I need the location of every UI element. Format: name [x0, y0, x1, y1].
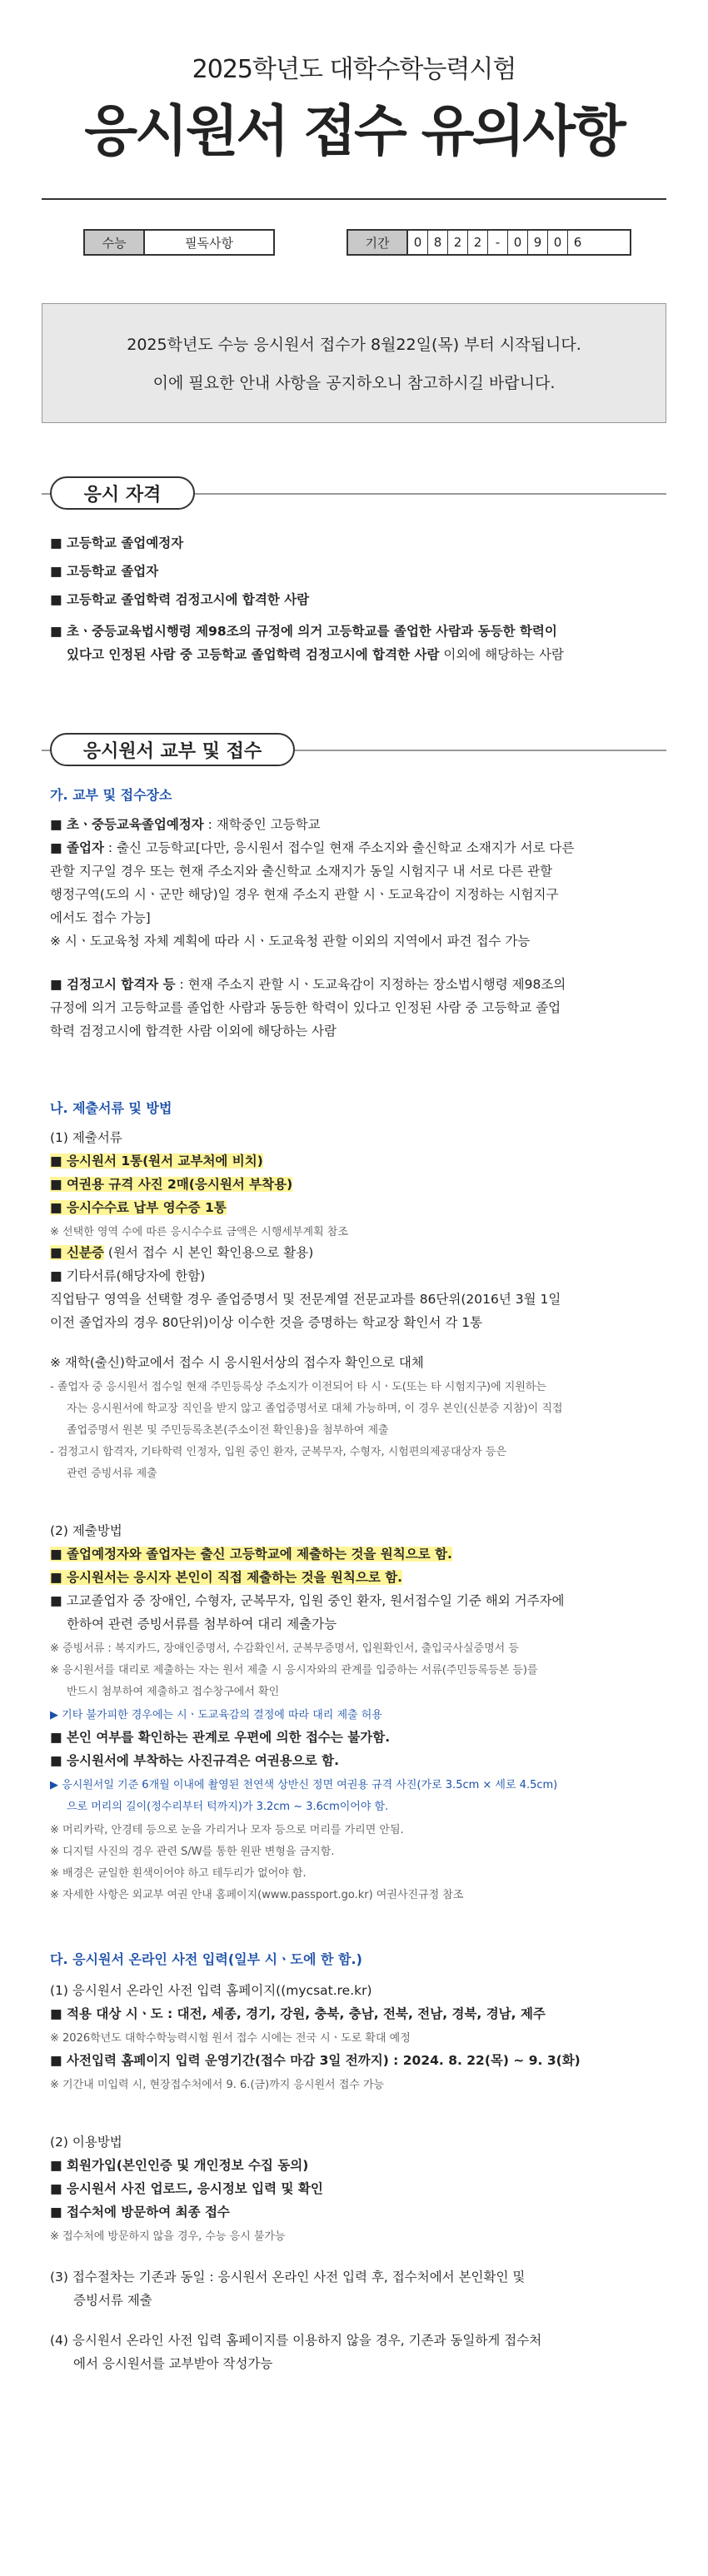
- na-part: (2) 제출방법: [50, 1523, 122, 1538]
- doc-item: ■ 여권용 규격 사진 2매(응시원서 부착용): [50, 1177, 293, 1192]
- period-digits: [408, 231, 587, 254]
- da-line: (1) 응시원서 온라인 사전 입력 홈페이지((mycsat.re.kr): [50, 1983, 372, 1998]
- method-note: ※ 응시원서를 대리로 제출하는 자는 원서 제출 시 응시자와의 관계를 입증하는 서류(주민등록등본 등)를: [50, 1664, 538, 1677]
- method-note: ※ 자세한 사항은 외교부 여권 안내 홈페이지(www.passport.go.kr) 여권사진규정 참조: [50, 1889, 464, 1901]
- category-value: 필독사항: [185, 235, 233, 251]
- ga-line: 에서도 접수 가능]: [50, 910, 151, 925]
- da-line: ■ 사전입력 홈페이지 입력 운영기간(접수 마감 3일 전까지) : 2024. 8. 22(목) ~ 9. 3(화): [50, 2053, 581, 2068]
- da-line: 증빙서류 제출: [73, 2293, 152, 2308]
- period-digit: -: [488, 231, 508, 254]
- ga-line: 규정에 의거 고등학교를 졸업한 사람과 동등한 학력이 있다고 인정된 사람 중 고등학교 졸업: [50, 1000, 561, 1015]
- doc-item: 이전 졸업자의 경우 80단위)이상 이수한 것을 증명하는 학교장 확인서 각 1통: [50, 1315, 483, 1330]
- method-item: ■ 고교졸업자 중 장애인, 수형자, 군복무자, 입원 중인 환자, 원서접수일 기준 해외 거주자에: [50, 1593, 565, 1608]
- ga-line: ■ 졸업자 : 출신 고등학교[다만, 응시원서 접수일 현재 주소지와 출신학교 소재지가 서로 다른: [50, 840, 575, 855]
- eligibility-item: ■ 고등학교 졸업자: [50, 564, 159, 579]
- doc-note: ※ 선택한 영역 수에 따른 응시수수료 금액은 시행세부계획 참조: [50, 1226, 348, 1238]
- page-title: 응시원서 접수 유의사항: [84, 99, 624, 163]
- ga-line: ※ 시ㆍ도교육청 자체 계획에 따라 시ㆍ도교육청 관할 이외의 지역에서 파견 접수 가능: [50, 934, 531, 949]
- subheading-ga: 가. 교부 및 접수장소: [50, 787, 172, 803]
- notice-line: 2025학년도 수능 응시원서 접수가 8월22일(목) 부터 시작됩니다.: [127, 336, 581, 354]
- section-title-submission: 응시원서 교부 및 접수: [50, 733, 295, 766]
- period-digit: 9: [528, 231, 548, 254]
- doc-item: ■ 기타서류(해당자에 한함): [50, 1268, 206, 1283]
- ga-line: ■ 초ㆍ중등교육졸업예정자 : 재학중인 고등학교: [50, 817, 321, 832]
- period-digit: 0: [548, 231, 568, 254]
- method-note: ※ 배경은 균일한 흰색이어야 하고 테두리가 없어야 함.: [50, 1867, 307, 1880]
- eligibility-item: ■ 초ㆍ중등교육법시행령 제98조의 규정에 의거 고등학교를 졸업한 사람과 동등한 학력이: [50, 624, 557, 639]
- doc-note: 관련 증빙서류 제출: [67, 1467, 157, 1480]
- method-item: ■ 응시원서에 부착하는 사진규격은 여권용으로 함.: [50, 1753, 339, 1768]
- da-line: ■ 접수처에 방문하여 최종 접수: [50, 2205, 230, 2220]
- ga-line: 행정구역(도의 시ㆍ군만 해당)일 경우 현재 주소지 관할 시ㆍ도교육감이 지정하는 시험지구: [50, 887, 559, 902]
- section-title-eligibility: 응시 자격: [50, 476, 195, 510]
- eligibility-item: ■ 고등학교 졸업학력 검정고시에 합격한 사람: [50, 592, 310, 607]
- da-line: 에서 응시원서를 교부받아 작성가능: [73, 2356, 273, 2371]
- period-digit: 0: [408, 231, 428, 254]
- da-line: (4) 응시원서 온라인 사전 입력 홈페이지를 이용하지 않을 경우, 기존과 동일하게 접수처: [50, 2333, 542, 2348]
- doc-note: - 검정고시 합격자, 기타학력 인정자, 입원 중인 환자, 군복무자, 수형자, 시험편의제공대상자 등은: [50, 1446, 507, 1458]
- ga-line: 관할 지구일 경우 또는 현재 주소지와 출신학교 소재지가 동일 시험지구 내 서로 다른 관할: [50, 864, 553, 879]
- ga-line: 학력 검정고시에 합격한 사람 이외에 해당하는 사람: [50, 1024, 337, 1039]
- method-note: ※ 증빙서류 : 복지카드, 장애인증명서, 수감확인서, 군복무증명서, 입원확인서, 출입국사실증명서 등: [50, 1642, 519, 1655]
- doc-note: - 졸업자 중 응시원서 접수일 현재 주민등록상 주소지가 이전되어 타 시ㆍ도(또는 타 시험지구)에 지원하는: [50, 1381, 546, 1393]
- na-part: (1) 제출서류: [50, 1130, 122, 1145]
- eligibility-item-cont: 있다고 인정된 사람 중 고등학교 졸업학력 검정고시에 합격한 사람 이외에 해당하는 사람: [67, 647, 564, 662]
- period-digit: 0: [508, 231, 528, 254]
- page-subtitle: 2025학년도 대학수학능력시험: [192, 55, 516, 84]
- da-note: ※ 2026학년도 대학수학능력시험 원서 접수 시에는 전국 시ㆍ도로 확대 예정: [50, 2032, 411, 2045]
- method-item: 한하여 관련 증빙서류를 첨부하여 대리 제출가능: [67, 1617, 337, 1632]
- period-tag: [347, 229, 631, 256]
- da-line: ■ 적용 대상 시ㆍ도 : 대전, 세종, 경기, 강원, 충북, 충남, 전북, 전남, 경북, 경남, 제주: [50, 2006, 546, 2021]
- da-note: ※ 접수처에 방문하지 않을 경우, 수능 응시 불가능: [50, 2230, 286, 2243]
- method-note: 으로 머리의 길이(정수리부터 턱까지)가 3.2cm ~ 3.6cm이어야 함.: [67, 1801, 389, 1813]
- method-item: ■ 응시원서는 응시자 본인이 직접 제출하는 것을 원칙으로 함.: [50, 1570, 403, 1585]
- method-note: ▶ 기타 불가피한 경우에는 시ㆍ도교육감의 결정에 따라 대리 제출 허용: [50, 1709, 382, 1721]
- category-tag: [83, 229, 275, 256]
- method-item: ■ 본인 여부를 확인하는 관계로 우편에 의한 접수는 불가함.: [50, 1730, 391, 1745]
- notice-box: [42, 303, 666, 423]
- da-line: (3) 접수절차는 기존과 동일 : 응시원서 온라인 사전 입력 후, 접수처에서 본인확인 및: [50, 2270, 526, 2285]
- method-note: ※ 디지털 사진의 경우 관련 S/W를 통한 원판 변형을 금지함.: [50, 1846, 335, 1858]
- subheading-da: 다. 응시원서 온라인 사전 입력(일부 시ㆍ도에 한 함.): [50, 1951, 362, 1967]
- eligibility-item: ■ 고등학교 졸업예정자: [50, 536, 184, 551]
- da-note: ※ 기간내 미입력 시, 현장접수처에서 9. 6.(금)까지 응시원서 접수 가능: [50, 2079, 385, 2091]
- period-digit: 8: [428, 231, 448, 254]
- doc-item: ■ 응시수수료 납부 영수증 1통: [50, 1200, 227, 1215]
- da-line: ■ 회원가입(본인인증 및 개인정보 수집 동의): [50, 2158, 309, 2173]
- method-note: ▶ 응시원서일 기준 6개월 이내에 촬영된 천연색 상반신 정면 여권용 규격 사진(가로 3.5cm × 세로 4.5cm): [50, 1779, 558, 1791]
- doc-note: ※ 재학(출신)학교에서 접수 시 응시원서상의 접수자 확인으로 대체: [50, 1355, 424, 1370]
- ga-line: ■ 검정고시 합격자 등 : 현재 주소지 관할 시ㆍ도교육감이 지정하는 장소법시행령 제98조의: [50, 977, 566, 992]
- da-line: (2) 이용방법: [50, 2135, 122, 2150]
- doc-item: ■ 신분증 (원서 접수 시 본인 확인용으로 활용): [50, 1245, 314, 1260]
- subheading-na: 나. 제출서류 및 방법: [50, 1100, 172, 1116]
- period-digit: 6: [573, 235, 582, 250]
- notice-line: 이에 필요한 안내 사항을 공지하오니 참고하시길 바랍니다.: [152, 374, 556, 392]
- period-digit: 2: [448, 231, 468, 254]
- period-digit: 2: [468, 231, 488, 254]
- method-item: ■ 졸업예정자와 졸업자는 출신 고등학교에 제출하는 것을 원칙으로 함.: [50, 1547, 452, 1562]
- doc-item: 직업탐구 영역을 선택할 경우 졸업증명서 및 전문계열 전문교과를 86단위(2016년 3월 1일: [50, 1292, 561, 1307]
- method-note: ※ 머리카락, 안경테 등으로 눈을 가리거나 모자 등으로 머리를 가리면 안됨.: [50, 1824, 404, 1836]
- da-line: ■ 응시원서 사진 업로드, 응시정보 입력 및 확인: [50, 2181, 323, 2196]
- doc-note: 자는 응시원서에 학교장 직인을 받지 않고 졸업증명서로 대체 가능하며, 이 경우 본인(신분증 지참)이 직접: [67, 1403, 563, 1415]
- doc-note: 졸업증명서 원본 및 주민등록초본(주소이전 확인용)을 첨부하여 제출: [67, 1424, 389, 1437]
- divider: [42, 198, 666, 200]
- method-note: 반드시 첨부하여 제출하고 접수창구에서 확인: [67, 1686, 280, 1698]
- category-label: 수능: [85, 231, 145, 254]
- period-label: 기간: [348, 231, 408, 254]
- doc-item: ■ 응시원서 1통(원서 교부처에 비치): [50, 1153, 263, 1168]
